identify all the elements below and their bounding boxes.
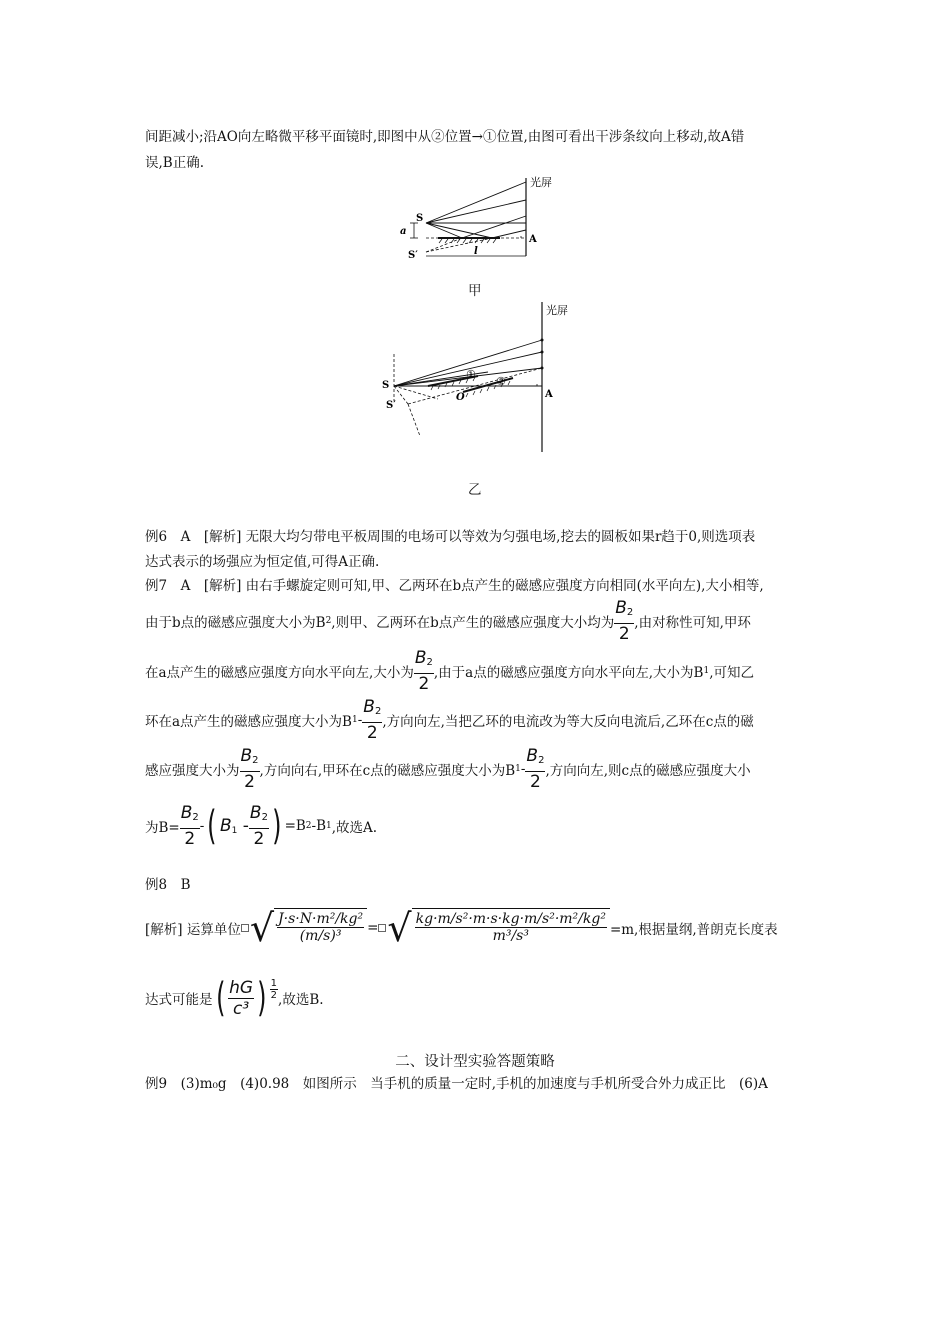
ex7-line-5: 感应强度大小为 $\frac{B_2}{2}$ ,方向向右,甲环在c点的磁感应强度大小为B 1 - $\frac{B_2}{2}$ ,方向向左,则c点的磁感应强度大小	[145, 746, 751, 792]
fraction-B2-over-2: $\frac{B_2}{2}$	[249, 803, 268, 849]
left-paren: (	[207, 803, 217, 849]
yi-screen-label: 光屏	[546, 304, 568, 317]
yi-S-label: S	[382, 380, 390, 391]
box-glyph	[378, 924, 386, 932]
fraction-B2-over-2: $\frac{B_2}{2}$	[526, 746, 545, 792]
figure-yi-caption: 乙	[468, 482, 482, 498]
exponent-one-half: $\frac{1}{2}$	[270, 978, 278, 1001]
ex7-line-3: 在a点产生的磁感应强度方向水平向左,大小为 $\frac{B_2}{2}$ ,由于a点的磁感应强度方向水平向左,大小为B 1 ,可知乙	[145, 648, 754, 694]
yi-position-1-label: ①	[466, 368, 476, 381]
right-paren: )	[257, 975, 267, 1021]
intro-line-2: 误,B正确.	[145, 155, 205, 171]
ex7-line-1: 例7 A [解析] 由右手螺旋定则可知,甲、乙两环在b点产生的磁感应强度方向相同(水平向左),大小相等,	[145, 578, 764, 594]
section-heading: 二、设计型实验答题策略	[395, 1054, 555, 1070]
jia-S-prime-label: S′	[408, 250, 418, 261]
right-paren: )	[272, 803, 282, 849]
figure-jia-caption: 甲	[468, 283, 482, 299]
left-paren: (	[215, 975, 225, 1021]
yi-A-label: A	[545, 389, 553, 400]
fraction-hG-over-c3: $\frac{hG}{\text{c³}}$	[229, 977, 254, 1019]
ex7-line-6: 为B= $\frac{B_2}{2}$ - ( $B_1$ - $\frac{B_2}{2}$ ) =B 2 -B 1 ,故选A.	[145, 803, 378, 849]
ex6-line-2: 达式表示的场强应为恒定值,可得A正确.	[145, 554, 380, 570]
fraction-B2-over-2: $\frac{B_2}{2}$	[414, 648, 433, 694]
ex8-line-3: 达式可能是 ( $\frac{hG}{\text{c³}}$ ) $\frac{1}{2}$ ,故选B.	[145, 975, 324, 1021]
jia-a-label: a	[400, 226, 407, 237]
ex7-line-2: 由于b点的磁感应强度大小为B 2 ,则甲、乙两环在b点产生的磁感应强度大小均为 $\frac{B_2}{2}$ ,由对称性可知,甲环	[145, 598, 751, 644]
ex6-line-1: 例6 A [解析] 无限大均匀带电平板周围的电场可以等效为匀强电场,挖去的圆板如果r趋于0,则选项表	[145, 529, 756, 545]
ex8-line-1: 例8 B	[145, 877, 191, 893]
figure-yi-diagram	[378, 296, 578, 456]
ex8-analysis-line: [解析] 运算单位 √ $\frac{\text{J·s·N·m²/kg²}}{\text{(m/s)³}}$ = √ $\frac{\text{kg·m/s²·m·s·kg·m/s²·m²/kg²}}{\text{m³/s³}}$ =m,根据量纲,普朗克长度表	[145, 906, 778, 950]
yi-O-label: O	[456, 392, 465, 403]
fraction-B2-over-2: $\frac{B_2}{2}$	[363, 697, 382, 743]
ex9-line: 例9 (3)m₀g (4)0.98 如图所示 当手机的质量一定时,手机的加速度与手机所受合外力成正比 (6)A	[145, 1076, 768, 1092]
intro-line-1: 间距减小;沿AO向左略微平移平面镜时,即图中从②位置→①位置,由图可看出干涉条纹向上移动,故A错	[145, 129, 745, 145]
jia-A-label: A	[529, 234, 537, 245]
sqrt-expression-1: √ $\frac{\text{J·s·N·m²/kg²}}{\text{(m/s)³}}$	[250, 908, 367, 948]
yi-S-prime-label: S′	[386, 400, 396, 411]
fraction-B2-over-2: $\frac{B_2}{2}$	[180, 803, 199, 849]
jia-screen-label: 光屏	[530, 176, 552, 189]
yi-position-2-label: ②	[496, 375, 506, 388]
fraction-B2-over-2: $\frac{B_2}{2}$	[240, 746, 259, 792]
sqrt-expression-2: √ $\frac{\text{kg·m/s²·m·s·kg·m/s²·m²/kg²}}{\text{m³/s³}}$	[387, 908, 610, 948]
jia-S-label: S	[416, 213, 424, 224]
ex7-line-4: 环在a点产生的磁感应强度大小为B 1 - $\frac{B_2}{2}$ ,方向向左,当把乙环的电流改为等大反向电流后,乙环在c点的磁	[145, 697, 754, 743]
fraction-B2-over-2: $\frac{B_2}{2}$	[615, 598, 634, 644]
box-glyph	[241, 924, 249, 932]
jia-l-label: l	[474, 246, 478, 257]
figure-jia-diagram	[392, 172, 562, 267]
